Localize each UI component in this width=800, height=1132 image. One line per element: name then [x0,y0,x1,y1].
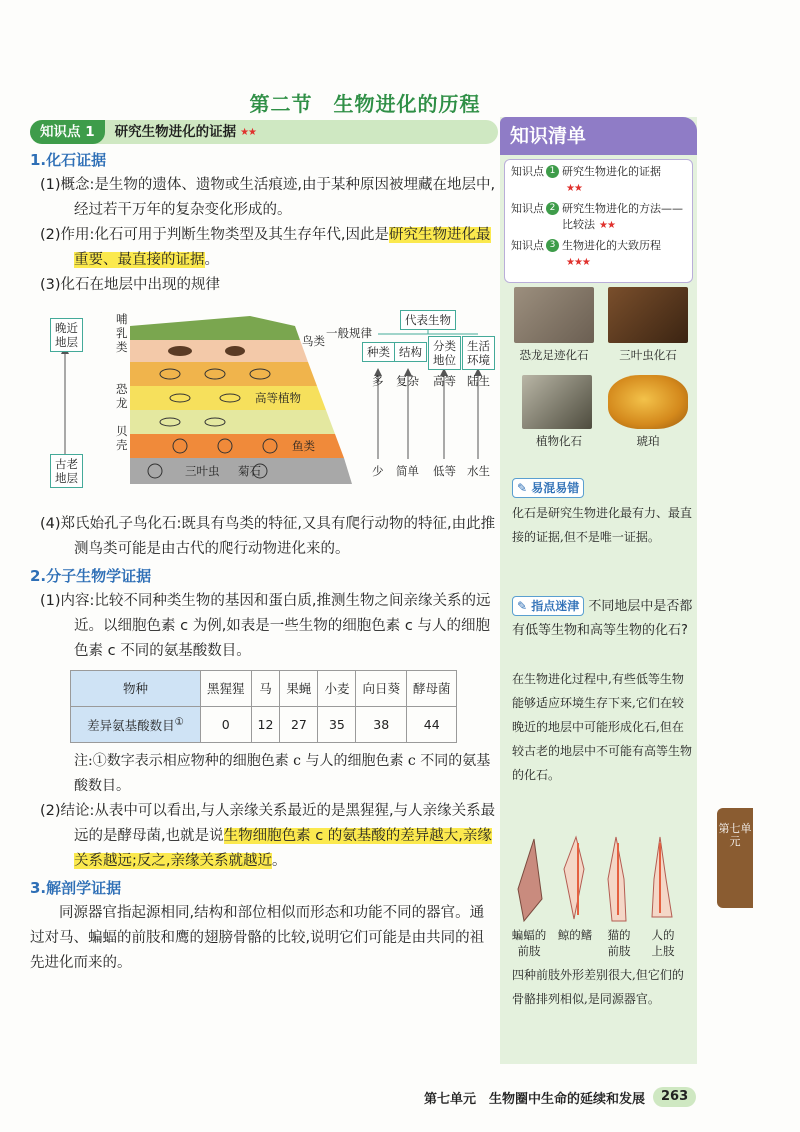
list-item [511,238,688,271]
dinosaur-footprint-photo [514,287,594,343]
page-number: 263 [653,1087,696,1107]
tip-guide [512,595,694,643]
col-kind: 种类 [362,342,395,362]
layer-label-mammals: 哺乳类 [116,312,128,354]
species-cell: 小麦 [318,671,356,707]
item-prefix: 知识点 [511,165,544,178]
bottom-val: 低等 [433,464,456,478]
list-item [511,201,688,234]
value-cell: 12 [251,707,280,743]
value-cell: 27 [280,707,318,743]
species-cell: 黑猩猩 [201,671,252,707]
rep-organism-label: 代表生物 [400,310,456,330]
top-val: 高等 [433,374,456,388]
section-heading-molecular: 2.分子生物学证据 [30,567,152,585]
limb-summary: 四种前肢外形差别很大,但它们的骨骼排列相似,是同源器官。 [512,968,684,1006]
star-rating: ★★★ [566,257,590,268]
paragraph-archaeopteryx: (4)郑氏始孔子鸟化石:既具有鸟类的特征,又具有爬行动物的特征,由此推测鸟类可能是由古代的爬行动物进化来的。 [40,516,496,557]
tip-icon: ✎ [517,481,528,495]
sidebar [500,117,697,1064]
forelimb-illustration [514,829,694,925]
item-number: 1 [546,165,559,178]
top-val: 复杂 [396,374,419,388]
knowledge-point-1-bar [30,120,498,144]
paragraph-function [30,223,498,273]
paragraph-concept: (1)概念:是生物的遗体、遗物或生活痕迹,由于某种原因被埋藏在地层中,经过若干万年的复杂变化形成的。 [40,177,496,218]
col-classification: 分类 地位 [428,336,461,370]
value-cell: 38 [356,707,407,743]
star-rating: ★★ [599,220,615,231]
item-prefix: 知识点 [511,202,544,215]
caption: 三叶虫化石 [619,348,677,362]
text: 研究生物进化的证据 [562,165,661,178]
text: 易混易错 [531,481,580,495]
layer-label-fish: 鱼类 [292,439,315,453]
trilobite-photo [608,287,688,343]
paragraph-conclusion [30,799,498,874]
text: 研究生物进化的方法——比较法 [562,202,683,231]
cytochrome-table [70,670,457,743]
tip-text: 化石是研究生物进化最有力、最直接的证据,但不是唯一证据。 [512,506,693,544]
bottom-val: 简单 [396,464,419,478]
section-heading-fossil: 1.化石证据 [30,151,107,169]
text: 差异氨基酸数目 [87,718,175,734]
caption: 恐龙足迹化石 [519,348,589,362]
table-row [71,671,457,707]
tip-icon: ✎ [517,599,528,613]
limb-label: 人的 上肢 [651,928,675,958]
footer-unit: 第七单元 生物圈中生命的延续和发展 [424,1091,646,1107]
tip-text: 在生物进化过程中,有些低等生物能够适应环境生存下来,它们在较晚近的地层中可能形成化石,但在较古老的地层中不可能有高等生物的化石。 [512,672,693,782]
amber-photo [608,375,688,429]
tip-tag [512,596,584,616]
species-cell: 酵母菌 [406,671,457,707]
footnote-mark: ① [174,716,184,729]
highlight-text: 生物细胞色素 c 的氨基酸的差异越大,亲缘关系越远;反之,亲缘关系就越近 [74,828,492,869]
text: 。 [204,252,219,268]
layer-label-trilobite: 三叶虫 [185,464,220,478]
table-row [71,707,457,743]
top-layer-label: 晚近 地层 [50,318,83,352]
highlight-text: 研究生物进化最重要、最直接的证据 [74,227,491,268]
table-header-cell: 物种 [71,671,201,707]
item-text [562,201,688,234]
limb-label: 猫的 前肢 [607,928,631,958]
item-number: 2 [546,202,559,215]
paragraph-pattern: (3)化石在地层中出现的规律 [40,277,221,293]
species-cell: 马 [251,671,280,707]
table-note: 注:①数字表示相应物种的细胞色素 c 与人的细胞色素 c 不同的氨基酸数目。 [74,753,491,794]
layer-label-shells: 贝壳 [116,424,128,452]
layer-label-dinosaurs: 恐龙 [116,382,128,410]
limb-label: 鲸的鳍 [557,928,593,942]
col-structure: 结构 [394,342,427,362]
limb-label: 蝙蝠的 前肢 [511,928,547,958]
text: 指点迷津 [531,599,580,613]
tip-question: 不同地层中是否都有低等生物和高等生物的化石? [512,599,693,638]
text: (2)结论:从表中可以看出,与人亲缘关系最近的是黑猩猩,与人亲缘关系最远的是酵母菌,也就是说 [40,803,496,844]
value-cell: 0 [201,707,252,743]
bottom-val: 少 [372,464,384,478]
paragraph-molecular-content: (1)内容:比较不同种类生物的基因和蛋白质,推测生物之间亲缘关系的远近。以细胞色素 c 为例,如表是一些生物的细胞色素 c 与人的细胞色素 c 不同的氨基酸数目。 [40,593,491,659]
item-text [562,238,661,271]
main-content [30,120,498,976]
table-row-label [71,707,201,743]
text: 。 [272,853,287,869]
item-text [562,164,661,197]
page-footer [424,1087,696,1107]
top-val: 多 [372,374,384,388]
knowledge-point-tag: 知识点 1 [30,120,105,144]
plant-fossil-photo [522,375,592,429]
layer-label-ammonite: 菊石 [238,464,261,478]
tip-mixup [512,477,584,498]
top-val: 陆生 [467,374,490,388]
section-heading-anatomy: 3.解剖学证据 [30,879,122,897]
layer-label-birds: 鸟类 [302,334,325,348]
value-cell: 35 [318,707,356,743]
page-title: 第二节 生物进化的历程 [249,92,481,116]
paragraph-anatomy: 同源器官指起源相同,结构和部位相似而形态和功能不同的器官。通过对马、蝙蝠的前肢和鹰的翅膀骨骼的比较,说明它们可能是由共同的祖先进化而来的。 [30,905,485,971]
item-number: 3 [546,239,559,252]
layer-label-plants: 高等植物 [255,391,301,405]
text: 生物进化的大致历程 [562,239,661,252]
knowledge-point-title: 研究生物进化的证据 [114,123,237,140]
star-rating: ★★ [240,126,257,138]
species-cell: 果蝇 [280,671,318,707]
item-prefix: 知识点 [511,239,544,252]
general-rule-label: 一般规律 [326,326,372,340]
bottom-val: 水生 [467,464,490,478]
value-cell: 44 [406,707,457,743]
star-rating: ★★ [566,183,582,194]
bottom-layer-label: 古老 地层 [50,454,83,488]
knowledge-list [504,159,693,283]
list-item [511,164,688,197]
caption: 琥珀 [636,434,660,448]
text: (2)作用:化石可用于判断生物类型及其生存年代,因此是 [40,227,390,243]
col-environment: 生活 环境 [462,336,495,370]
unit-tab[interactable]: 第七单元 [717,808,753,908]
caption: 植物化石 [536,434,582,448]
tip-tag [512,478,584,498]
species-cell: 向日葵 [356,671,407,707]
strata-diagram [30,304,498,504]
knowledge-list-header: 知识清单 [500,117,697,155]
